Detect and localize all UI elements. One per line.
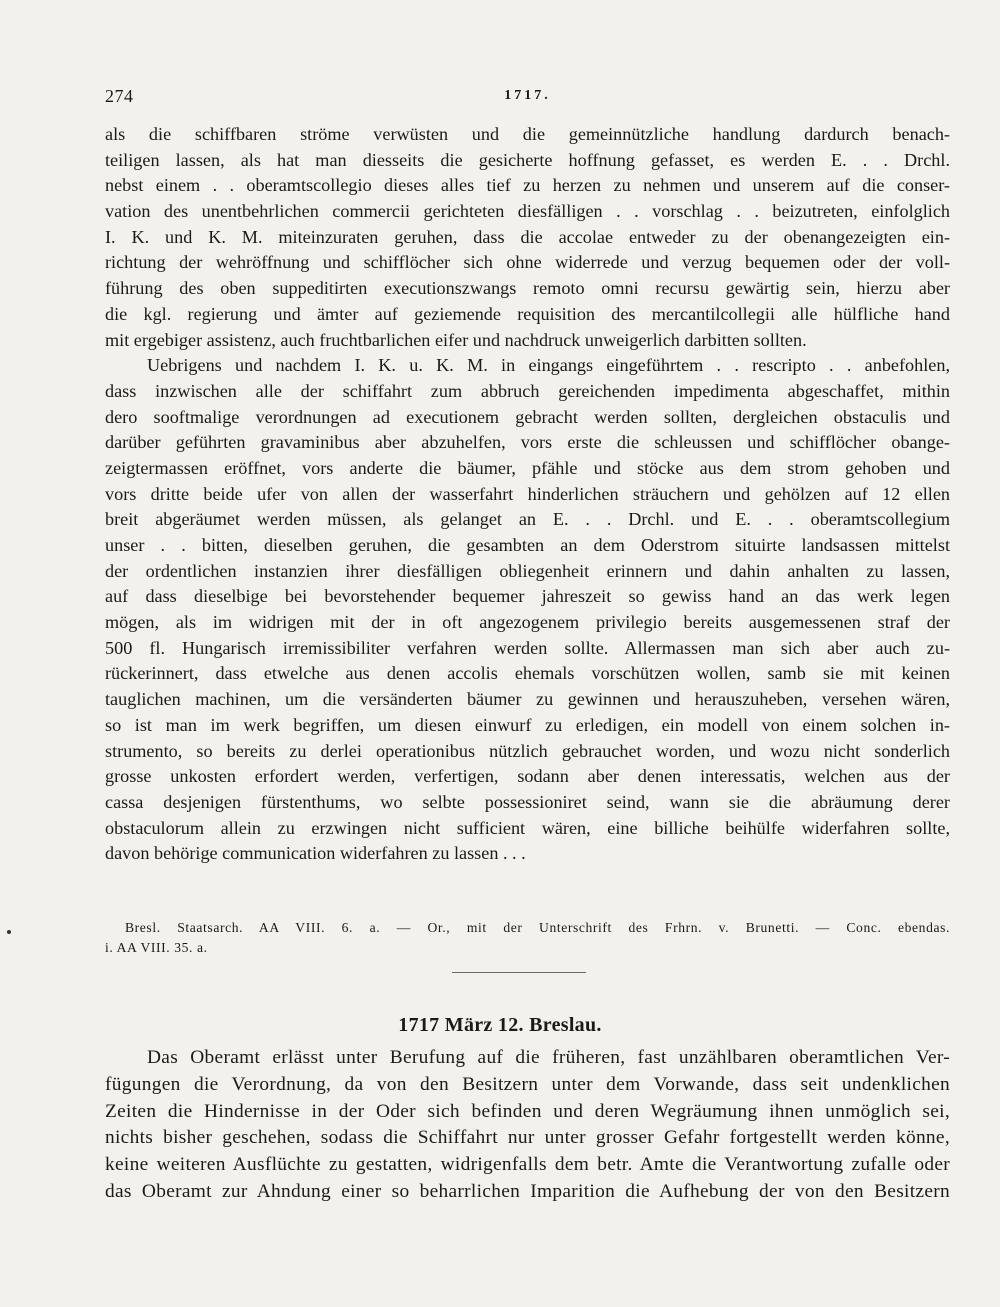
text-line: teiligen lassen, als hat man diesseits die gesicherte hoffnung gefasset, es werden E. . . Drchl. — [105, 149, 950, 170]
section-divider — [452, 972, 586, 973]
source-line: i. AA VIII. 35. a. — [105, 940, 208, 955]
main-text-block — [105, 122, 950, 867]
text-line: dass inzwischen alle der schiffahrt zum abbruch gereichenden impedimenta abgeschaffet, mithin — [105, 380, 950, 401]
regest-text-block — [105, 1045, 950, 1206]
entry-heading: 1717 März 12. Breslau. — [398, 1014, 602, 1036]
text-line: mit ergebiger assistenz, auch fruchtbarlichen eifer und nachdruck unweigerlich darbitten sollten. — [105, 329, 807, 350]
text-line: vors dritte beide ufer von allen der wasserfahrt hinderlichen sträuchern und gehölzen auf 12 ellen — [105, 483, 950, 504]
text-line: unser . . bitten, dieselben geruhen, die gesambten an dem Oderstrom situirte landsassen mittelst — [105, 535, 950, 555]
text-line: I. K. und K. M. miteinzuraten geruhen, dass die accolae entweder zu der obenangezeigten ein- — [105, 226, 950, 247]
text-line: Uebrigens und nachdem I. K. u. K. M. in eingangs eingeführtem . . rescripto . . anbefohlen, — [147, 355, 950, 376]
text-line: obstaculorum allein zu erzwingen nicht sufficient wären, eine billiche beihülfe widerfahren sollte, — [105, 817, 950, 838]
text-line: führung des oben suppeditirten executionszwangs remoto omni recursu gewärtig sein, hierzu aber — [105, 278, 950, 299]
running-title: 1717. — [504, 88, 551, 103]
text-line: rückerinnert, dass etwelche aus denen accolis ehemals vorschützen wollen, samb sie mit keinen — [105, 663, 950, 684]
text-line: dero sooftmalige verordnungen ad executionem gebracht werden sollten, dergleichen obstaculis und — [105, 406, 950, 427]
text-line: cassa desjenigen fürstenthums, wo selbte possessioniret seind, wann sie die abräumung derer — [105, 791, 950, 812]
text-line: die kgl. regierung und ämter auf geziemende requisition des mercantilcollegii alle hülfliche hand — [105, 303, 950, 324]
source-note — [105, 918, 950, 958]
text-line: strumento, so bereits zu derlei operationibus nützlich gebrauchet worden, und wozu nicht sonderlich — [105, 740, 950, 761]
regest-line: Zeiten die Hindernisse in der Oder sich befinden und deren Wegräumung ihnen unmöglich sei, — [105, 1100, 950, 1122]
text-line: mögen, als im widrigen mit der in oft angezogenem privilegio bereits ausgemessenen straf der — [105, 612, 950, 633]
text-line: so ist man im werk begriffen, um diesen einwurf zu erledigen, ein modell von einem solchen in- — [105, 714, 950, 735]
regest-line: fügungen die Verordnung, da von den Besitzern unter dem Vorwande, dass seit undenklichen — [105, 1073, 950, 1095]
source-line: Bresl. Staatsarch. AA VIII. 6. a. — Or., mit der Unterschrift des Frhrn. v. Brunetti. — Conc. ebendas. — [125, 920, 950, 935]
text-line: richtung der wehröffnung und schifflöcher sich ohne widerrede und verzug bequemen oder der voll- — [105, 252, 950, 273]
text-line: vation des unentbehrlichen commercii gerichteten diesfälligen . . vorschlag . . beizutreten, einfolglich — [105, 201, 950, 222]
text-line: tauglichen machinen, um die versänderten bäumer zu gewinnen und herauszuheben, versehen wären, — [105, 689, 950, 710]
page-number: 274 — [105, 86, 134, 106]
regest-line: das Oberamt zur Ahndung einer so beharrlichen Imparition die Aufhebung der von den Besitzern — [105, 1180, 950, 1202]
regest-line: nichts bisher geschehen, sodass die Schiffahrt nur unter grosser Gefahr fortgestellt werden könne, — [105, 1127, 950, 1149]
text-line: als die schiffbaren ströme verwüsten und die gemeinnützliche handlung dardurch benach- — [105, 124, 950, 144]
regest-line: Das Oberamt erlässt unter Berufung auf die früheren, fast unzählbaren oberamtlichen Ver- — [147, 1047, 950, 1068]
text-line: breit abgeräumet werden müssen, als gelanget an E. . . Drchl. und E. . . oberamtscollegium — [105, 509, 950, 530]
regest-line: keine weiteren Ausflüchte zu gestatten, widrigenfalls dem betr. Amte die Verantwortung zufalle oder — [105, 1154, 950, 1176]
text-line: zeigtermassen eröffnet, vors anderte die bäumer, pfähle und stöcke aus dem strom gehoben und — [105, 457, 950, 478]
text-line: auf dass dieselbige bei bevorstehender bequemer jahreszeit so gewiss hand an das werk legen — [105, 586, 950, 607]
text-line: davon behörige communication widerfahren zu lassen . . . — [105, 843, 526, 864]
margin-dot — [7, 930, 11, 934]
page-header — [105, 86, 950, 112]
text-line: 500 fl. Hungarisch irremissibiliter verfahren werden sollte. Allermassen man sich aber auch zu- — [105, 637, 950, 658]
text-line: der ordentlichen instanzien ihrer diesfälligen obliegenheit erinnern und dahin anhalten zu lassen, — [105, 560, 950, 581]
text-line: nebst einem . . oberamtscollegio dieses alles tief zu herzen zu nehmen und unserem auf die conser- — [105, 175, 950, 196]
text-line: darüber geführten gravaminibus aber abzuhelfen, vors erste die schleussen und schifflöcher obange- — [105, 432, 950, 453]
text-line: grosse unkosten erfordert werden, verfertigen, sodann aber denen interessatis, welchen aus der — [105, 766, 950, 787]
